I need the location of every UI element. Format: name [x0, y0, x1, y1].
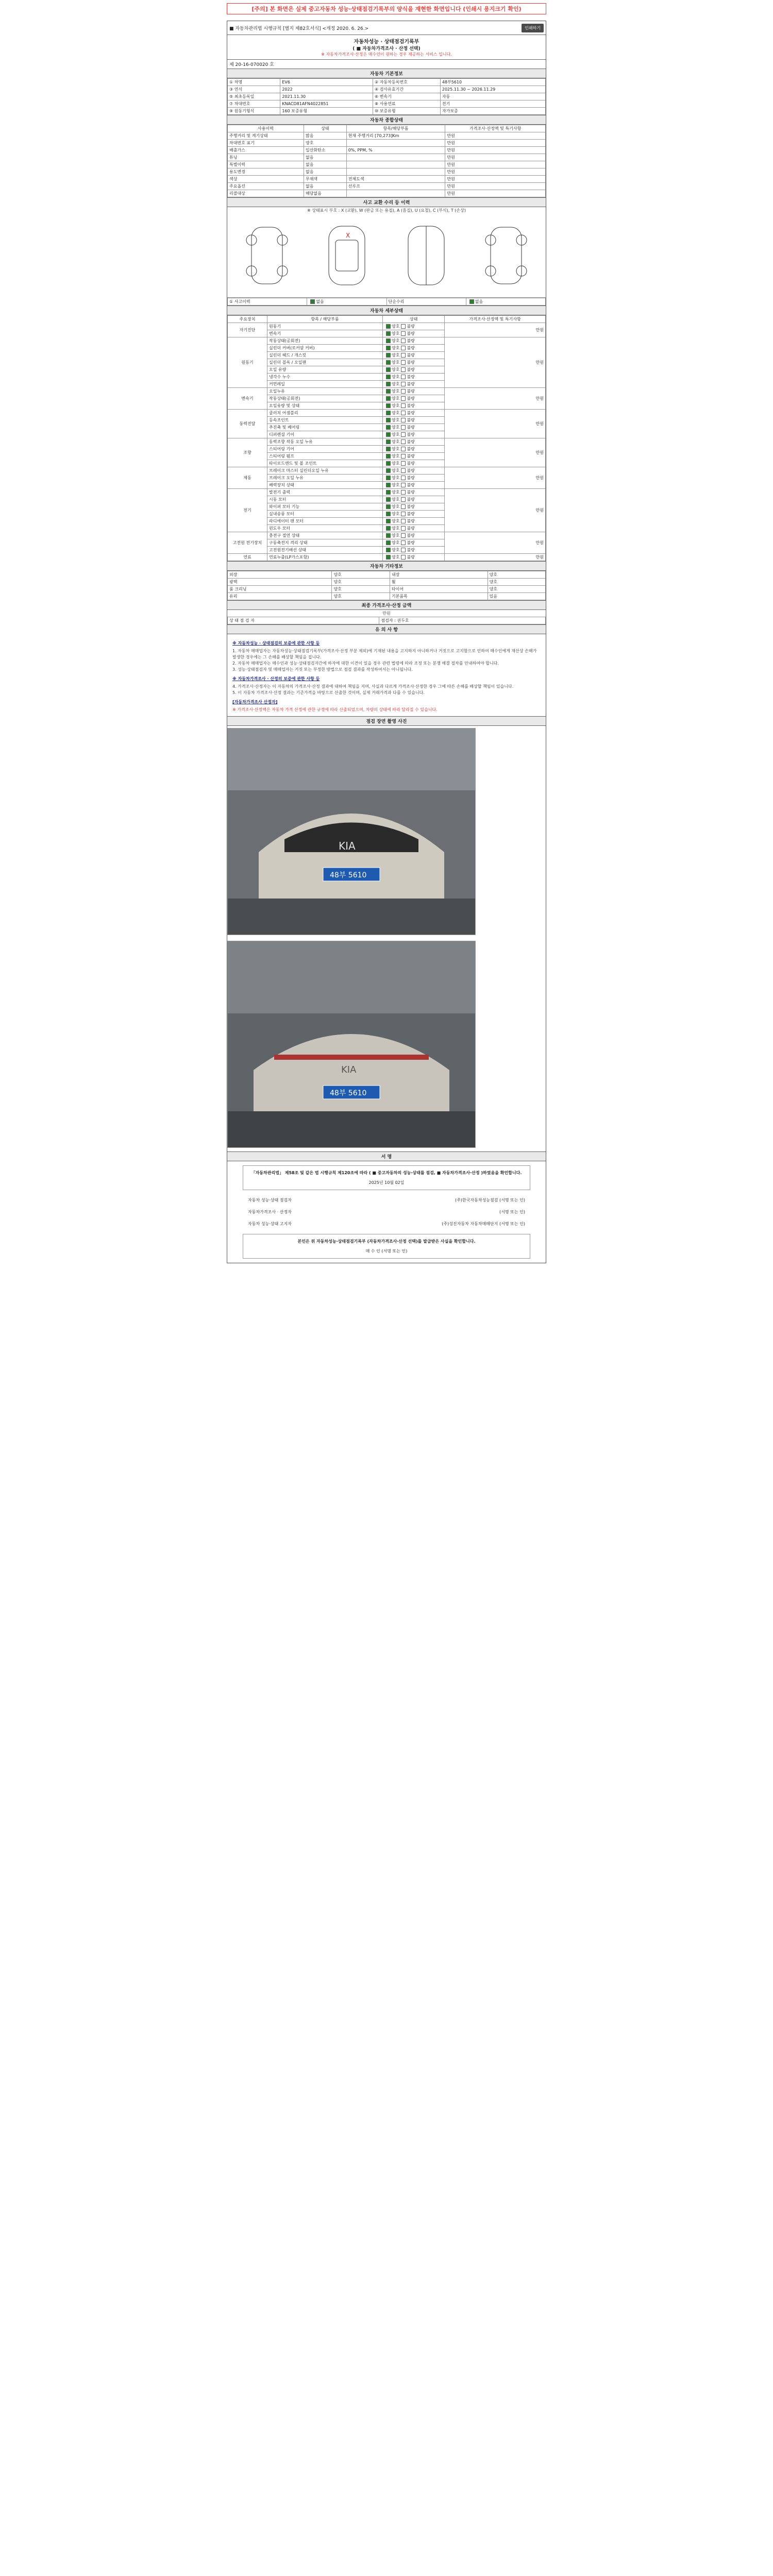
detail-group-name: 동력전달 — [228, 410, 267, 438]
status-cell: 만원 — [445, 176, 546, 183]
form-reference: ■ 자동차관리법 시행규칙 [별지 제82호서식] <개정 2020. 6. 26.> — [229, 26, 369, 31]
etc-label: 내장 — [390, 571, 488, 579]
etc-label: 휠 — [390, 579, 488, 586]
basic-info-value: EV6 — [280, 79, 373, 86]
detail-status: 양호 불량 — [382, 395, 444, 402]
status-cell: 없음 — [304, 161, 346, 168]
sig1-value: (주)한국자동차성능점검 (서명 또는 인) — [455, 1198, 525, 1202]
status-cell — [346, 140, 445, 147]
detail-item: 구동축전지 격리 상태 — [267, 539, 383, 547]
detail-price: 만원 — [445, 438, 546, 467]
basic-info-row — [228, 93, 546, 100]
photo-title: 점검 장면 촬영 사진 — [227, 716, 546, 726]
car-side-right-icon — [475, 222, 537, 289]
doc-title: 자동차성능 · 상태점검기록부 — [354, 39, 419, 45]
status-cell: 항목/해당부품 — [346, 125, 445, 132]
detail-row — [228, 532, 546, 539]
detail-item: 브레이크 마스터 실린더오일 누유 — [267, 467, 383, 474]
detail-price: 만원 — [445, 532, 546, 554]
detail-item: 시동 모터 — [267, 496, 383, 503]
accident-table — [227, 298, 546, 306]
detail-item: 실내송풍 모터 — [267, 511, 383, 518]
car-diagram — [227, 214, 546, 298]
status-cell: 만원 — [445, 168, 546, 176]
repair-label: 단순수리 — [386, 298, 466, 306]
etc-value: 양호 — [488, 579, 545, 586]
detail-item: 작동상태(공회전) — [267, 337, 383, 345]
notes-body — [227, 634, 546, 716]
notes-heading-3: [자동차가격조사 산정자] — [232, 700, 278, 704]
signature-row-3 — [227, 1218, 546, 1230]
basic-info-table — [227, 78, 546, 115]
detail-status: 양호 불량 — [382, 323, 444, 330]
accident-value: 없음 — [307, 298, 386, 306]
status-row — [228, 125, 546, 132]
detail-status: 양호 불량 — [382, 489, 444, 496]
signature-date: 2025년 10월 02일 — [368, 1180, 405, 1185]
status-cell: 색상 — [228, 176, 304, 183]
rear-photo — [227, 941, 476, 1148]
etc-value: 양호 — [332, 586, 390, 593]
detail-status: 양호 불량 — [382, 482, 444, 489]
detail-item: 와이퍼 모터 기능 — [267, 503, 383, 511]
detail-item: 스티어링 기어 — [267, 446, 383, 453]
damage-title: 사고 교환 수리 등 이력 — [227, 197, 546, 207]
detail-status: 양호 불량 — [382, 525, 444, 532]
etc-label: 유리 — [228, 593, 332, 600]
car-side-left-icon — [236, 222, 298, 289]
detail-item: 실린더 블록 / 오일팬 — [267, 359, 383, 366]
etc-label: 외장 — [228, 571, 332, 579]
cost-title: 최종 가격조사·산정 금액 — [227, 600, 546, 610]
detail-item: 추진축 및 베어링 — [267, 424, 383, 431]
basic-info-value: 전기 — [440, 100, 545, 108]
status-cell — [346, 161, 445, 168]
etc-label: 기본품목 — [390, 593, 488, 600]
inspector-table — [227, 617, 546, 624]
detail-status: 양호 불량 — [382, 438, 444, 446]
detail-item: 동력조향 작동 오일 누유 — [267, 438, 383, 446]
basic-info-row — [228, 100, 546, 108]
inspector-name: 점검자 : 권두호 — [379, 617, 546, 624]
status-row — [228, 140, 546, 147]
notes-para-5: 5. 이 자동차 가격조사·산정 결과는 기준가격을 바탕으로 산출한 것이며, 실제 거래가격과 다를 수 있습니다. — [232, 690, 425, 695]
etc-value: 양호 — [488, 586, 545, 593]
detail-item: 오일 유량 — [267, 366, 383, 374]
sig2-value: (서명 또는 인) — [499, 1210, 525, 1214]
etc-title: 자동차 기타정보 — [227, 561, 546, 571]
status-row — [228, 132, 546, 140]
basic-info-label: ⑩ 보증유형 — [373, 108, 440, 115]
detail-status: 양호 불량 — [382, 417, 444, 424]
status-row — [228, 183, 546, 190]
detail-header-cell: 항목 / 해당부품 — [267, 316, 383, 323]
detail-price: 만원 — [445, 337, 546, 388]
status-row — [228, 154, 546, 161]
detail-item: 원동기 — [267, 323, 383, 330]
detail-group-name: 고전원 전기장치 — [228, 532, 267, 554]
detail-status: 양호 불량 — [382, 424, 444, 431]
sig2-label: 자동차가격조사 · 산정자 — [248, 1210, 292, 1214]
status-cell: 없음 — [304, 154, 346, 161]
detail-header-cell: 가격조사·산정액 및 특기사항 — [445, 316, 546, 323]
status-row — [228, 176, 546, 183]
status-row — [228, 161, 546, 168]
detail-item: 클러치 어셈블리 — [267, 410, 383, 417]
basic-info-value: 자가보증 — [440, 108, 545, 115]
detail-item: 브레이크 오일 누유 — [267, 474, 383, 482]
detail-price: 만원 — [445, 323, 546, 337]
detail-row — [228, 337, 546, 345]
detail-row — [228, 438, 546, 446]
status-cell — [346, 168, 445, 176]
status-cell: 용도변경 — [228, 168, 304, 176]
svg-text:X: X — [345, 232, 350, 239]
title-block — [227, 35, 546, 60]
basic-info-value: 2022 — [280, 86, 373, 93]
detail-status: 양호 불량 — [382, 431, 444, 438]
detail-status: 양호 불량 — [382, 539, 444, 547]
front-photo — [227, 728, 476, 935]
detail-status: 양호 불량 — [382, 374, 444, 381]
status-cell: 해당없음 — [304, 190, 346, 197]
buyer-sign: 매 수 인 (서명 또는 인) — [365, 1249, 408, 1253]
detail-item: 실린더 헤드 / 개스킷 — [267, 352, 383, 359]
etc-row — [228, 586, 546, 593]
detail-item: 오일유량 및 상태 — [267, 402, 383, 410]
signature-law: 「자동차관리법」 제58조 및 같은 법 시행규칙 제120조에 따라 ( ■ 중고자동차의 성능·상태를 점검, ■ 자동차가격조사·산정 )하였음을 확인합니다. — [251, 1171, 522, 1175]
repair-value: 없음 — [466, 298, 545, 306]
detail-row — [228, 388, 546, 395]
etc-label: 광택 — [228, 579, 332, 586]
sig3-value: (주)성진자동차 자동차매매단지 (서명 또는 인) — [442, 1222, 525, 1226]
svg-text:KIA: KIA — [341, 1064, 357, 1075]
basic-info-label: ④ 검사유효기간 — [373, 86, 440, 93]
status-cell: 전체도색 — [346, 176, 445, 183]
detail-status: 양호 불량 — [382, 337, 444, 345]
detail-row — [228, 323, 546, 330]
detail-status: 양호 불량 — [382, 359, 444, 366]
detail-item: 타이로드엔드 및 볼 조인트 — [267, 460, 383, 467]
status-cell: 주요옵션 — [228, 183, 304, 190]
detail-status: 양호 불량 — [382, 511, 444, 518]
detail-item: 실린더 커버(로커암 커버) — [267, 345, 383, 352]
detail-status: 양호 불량 — [382, 496, 444, 503]
basic-info-label: ⑤ 최초등록일 — [228, 93, 280, 100]
status-cell: 일산화탄소 — [304, 147, 346, 154]
status-cell: 주행거리 및 계기상태 — [228, 132, 304, 140]
status-cell: 차대번호 표기 — [228, 140, 304, 147]
inspector-label: 상 태 점 검 자 — [228, 617, 379, 624]
status-cell: 현재 주행거리 [70,273]Km — [346, 132, 445, 140]
detail-title: 자동차 세부상태 — [227, 306, 546, 315]
basic-info-row — [228, 86, 546, 93]
basic-info-label: ① 차명 — [228, 79, 280, 86]
detail-group-name: 조향 — [228, 438, 267, 467]
etc-row — [228, 579, 546, 586]
detail-item: 연료누출(LP가스포함) — [267, 554, 383, 561]
detail-status: 양호 불량 — [382, 547, 444, 554]
status-cell: 상태 — [304, 125, 346, 132]
basic-info-value: 2025.11.30 ~ 2026.11.29 — [440, 86, 545, 93]
detail-status: 양호 불량 — [382, 410, 444, 417]
detail-item: 커먼레일 — [267, 381, 383, 388]
etc-value: 양호 — [332, 579, 390, 586]
accident-label: ① 사고이력 — [228, 298, 307, 306]
detail-status: 양호 불량 — [382, 366, 444, 374]
status-cell — [346, 190, 445, 197]
status-table — [227, 125, 546, 197]
etc-value: 양호 — [332, 571, 390, 579]
detail-item: 배력장치 상태 — [267, 482, 383, 489]
basic-info-label: ③ 연식 — [228, 86, 280, 93]
doc-number: 제 20-16-070020 호 — [229, 62, 274, 67]
status-cell: 만원 — [445, 132, 546, 140]
detail-item: 변속기 — [267, 330, 383, 337]
status-cell: 만원 — [445, 154, 546, 161]
doc-header — [227, 21, 546, 35]
notes-heading-2: ※ 자동차가격조사 · 산정의 보증에 관한 사항 등 — [232, 676, 320, 681]
car-bottom-icon — [395, 222, 457, 289]
detail-row — [228, 489, 546, 496]
detail-status: 양호 불량 — [382, 518, 444, 525]
detail-status: 양호 불량 — [382, 352, 444, 359]
etc-row — [228, 571, 546, 579]
detail-item: 작동상태(공회전) — [267, 395, 383, 402]
basic-info-label: ⑥ 변속기 — [373, 93, 440, 100]
etc-label: 타이어 — [390, 586, 488, 593]
detail-status: 양호 불량 — [382, 460, 444, 467]
warning-banner: [주의] 본 화면은 실제 중고자동차 성능·상태점검기록부의 양식을 재현한 화면입니다 (인쇄시 용지크기 확인) — [227, 3, 546, 14]
detail-header-row — [228, 316, 546, 323]
status-cell: 0%, PPM, % — [346, 147, 445, 154]
status-cell: 무채색 — [304, 176, 346, 183]
etc-row — [228, 593, 546, 600]
basic-info-label: ⑧ 사용연료 — [373, 100, 440, 108]
signature-title: 서 명 — [227, 1151, 546, 1161]
notes-heading-1: ※ 자동차성능 · 상태점검의 보증에 관한 사항 등 — [232, 641, 320, 646]
detail-header-cell: 상태 — [382, 316, 444, 323]
etc-value: 양호 — [332, 593, 390, 600]
detail-row — [228, 554, 546, 561]
detail-status: 양호 불량 — [382, 446, 444, 453]
basic-info-value: 자동 — [440, 93, 545, 100]
status-cell: 튜닝 — [228, 154, 304, 161]
signature-box — [243, 1165, 530, 1190]
basic-info-value: 48부5610 — [440, 79, 545, 86]
status-title: 자동차 종합상태 — [227, 115, 546, 125]
notes-para-4: 4. 가격조사·산정자는 이 자동차의 가격조사·산정 결과에 대하여 책임을 지며, 사실과 다르게 가격조사·산정한 경우 그에 따른 손해를 배상할 책임이 있습니다. — [232, 684, 514, 689]
car-top-icon — [316, 222, 378, 289]
basic-info-label: ⑦ 차대번호 — [228, 100, 280, 108]
detail-group-name: 자기진단 — [228, 323, 267, 337]
status-cell — [346, 154, 445, 161]
status-cell: 많음 — [304, 132, 346, 140]
status-row — [228, 190, 546, 197]
detail-header-cell: 주요장치 — [228, 316, 267, 323]
signature-row-1 — [227, 1194, 546, 1206]
status-cell: 만원 — [445, 161, 546, 168]
detail-group-name: 변속기 — [228, 388, 267, 410]
detail-item: 등속조인트 — [267, 417, 383, 424]
detail-status: 양호 불량 — [382, 453, 444, 460]
detail-group-name: 전기 — [228, 489, 267, 532]
doc-subtitle: ( ■ 자동차가격조사 · 산정 선택) — [352, 46, 421, 52]
detail-status: 양호 불량 — [382, 345, 444, 352]
detail-row — [228, 467, 546, 474]
notes-title: 유 의 사 항 — [227, 624, 546, 634]
etc-value: 양호 — [488, 571, 545, 579]
detail-status: 양호 불량 — [382, 402, 444, 410]
status-cell: 만원 — [445, 140, 546, 147]
detail-group-name: 원동기 — [228, 337, 267, 388]
detail-status: 양호 불량 — [382, 474, 444, 482]
detail-status: 양호 불량 — [382, 467, 444, 474]
etc-value: 있음 — [488, 593, 545, 600]
status-cell: 만원 — [445, 147, 546, 154]
status-cell: 특별이력 — [228, 161, 304, 168]
buyer-box — [243, 1234, 530, 1259]
basic-info-title: 자동차 기본정보 — [227, 69, 546, 78]
status-cell: 만원 — [445, 190, 546, 197]
basic-info-row — [228, 79, 546, 86]
detail-row — [228, 410, 546, 417]
status-cell: 없음 — [304, 168, 346, 176]
basic-info-value: KNACD81AFN4022851 — [280, 100, 373, 108]
detail-item: 윈도우 모터 — [267, 525, 383, 532]
status-cell: 양호 — [304, 140, 346, 147]
detail-status: 양호 불량 — [382, 554, 444, 561]
detail-status: 양호 불량 — [382, 503, 444, 511]
detail-item: 냉각수 누수 — [267, 374, 383, 381]
inspection-record — [227, 21, 546, 1263]
detail-item: 오일누유 — [267, 388, 383, 395]
detail-item: 스티어링 펌프 — [267, 453, 383, 460]
detail-item: 라디에이터 팬 모터 — [267, 518, 383, 525]
sig1-label: 자동차 성능·상태 점검자 — [248, 1198, 292, 1202]
detail-item: 충전구 절연 상태 — [267, 532, 383, 539]
detail-item: 디퍼렌셜 기어 — [267, 431, 383, 438]
etc-label: 룸 크리닝 — [228, 586, 332, 593]
status-cell: 사용이력 — [228, 125, 304, 132]
sig3-label: 자동차 성능·상태 고지자 — [248, 1222, 292, 1226]
basic-info-value: 2021.11.30 — [280, 93, 373, 100]
detail-group-name: 연료 — [228, 554, 267, 561]
notes-para-2: 2. 자동차 매매업자는 매수인과 성능·상태점검자간에 하자에 대한 이견이 있을 경우 관련 법령에 따라 조정 또는 분쟁 해결 절차를 안내하여야 합니다. — [232, 661, 499, 666]
basic-info-label: ② 자동차등록번호 — [373, 79, 440, 86]
svg-text:48부 5610: 48부 5610 — [330, 1089, 367, 1097]
status-cell: 없음 — [304, 183, 346, 190]
detail-status: 양호 불량 — [382, 381, 444, 388]
detail-status: 양호 불량 — [382, 330, 444, 337]
detail-price: 만원 — [445, 489, 546, 532]
print-button[interactable]: 인쇄하기 — [522, 24, 544, 32]
detail-status: 양호 불량 — [382, 532, 444, 539]
doc-notice: ※ 자동차가격조사·산정은 매수인이 원하는 경우 제공하는 서비스 입니다. — [321, 52, 452, 57]
status-cell: 만원 — [445, 183, 546, 190]
detail-item: 고전원전기배선 상태 — [267, 547, 383, 554]
status-row — [228, 147, 546, 154]
status-cell: 배출가스 — [228, 147, 304, 154]
svg-text:KIA: KIA — [339, 840, 356, 852]
status-row — [228, 168, 546, 176]
status-cell: 가격조사·산정액 및 특기사항 — [445, 125, 546, 132]
buyer-confirm: 본인은 위 자동차성능·상태점검기록부 (자동차가격조사·산정 선택)를 발급받은 사실을 확인합니다. — [297, 1239, 476, 1244]
detail-price: 만원 — [445, 410, 546, 438]
notes-para-3: 3. 성능·상태점검자 및 매매업자는 거짓 또는 부정한 방법으로 점검 결과를 작성하여서는 아니됩니다. — [232, 667, 413, 672]
notes-para-6: ※ 가격조사·산정액은 자동차 가격 산정에 관한 규정에 따라 산출되었으며, 차량의 상태에 따라 달라질 수 있습니다. — [232, 707, 438, 712]
cost-value: 만원 — [382, 611, 391, 616]
status-cell: 리콜대상 — [228, 190, 304, 197]
detail-price: 만원 — [445, 467, 546, 489]
basic-info-value: 160 보증유형 — [280, 108, 373, 115]
detail-price: 만원 — [445, 388, 546, 410]
damage-legend: ※ 상태표시 부호 : X (교환), W (판금 또는 용접), A (흠집), U (요철), C (부식), T (손상) — [307, 208, 466, 213]
status-cell: 선루프 — [346, 183, 445, 190]
detail-group-name: 제동 — [228, 467, 267, 489]
detail-item: 발전기 출력 — [267, 489, 383, 496]
svg-text:48부 5610: 48부 5610 — [330, 871, 367, 879]
detail-table — [227, 315, 546, 561]
signature-row-2 — [227, 1206, 546, 1218]
notes-para-1: 1. 자동차 매매업자는 자동차성능·상태점검기록부(가격조사·산정 부분 제외)에 기재된 내용을 고지하지 아니하거나 거짓으로 고지함으로 인하여 매수인에게 재산상 손해가 발생한 경우에는 그 손해를 배상할 책임을 집니다. — [232, 649, 537, 659]
etc-table — [227, 571, 546, 600]
detail-price: 만원 — [445, 554, 546, 561]
detail-status: 양호 불량 — [382, 388, 444, 395]
basic-info-row — [228, 108, 546, 115]
basic-info-label: ⑨ 원동기형식 — [228, 108, 280, 115]
